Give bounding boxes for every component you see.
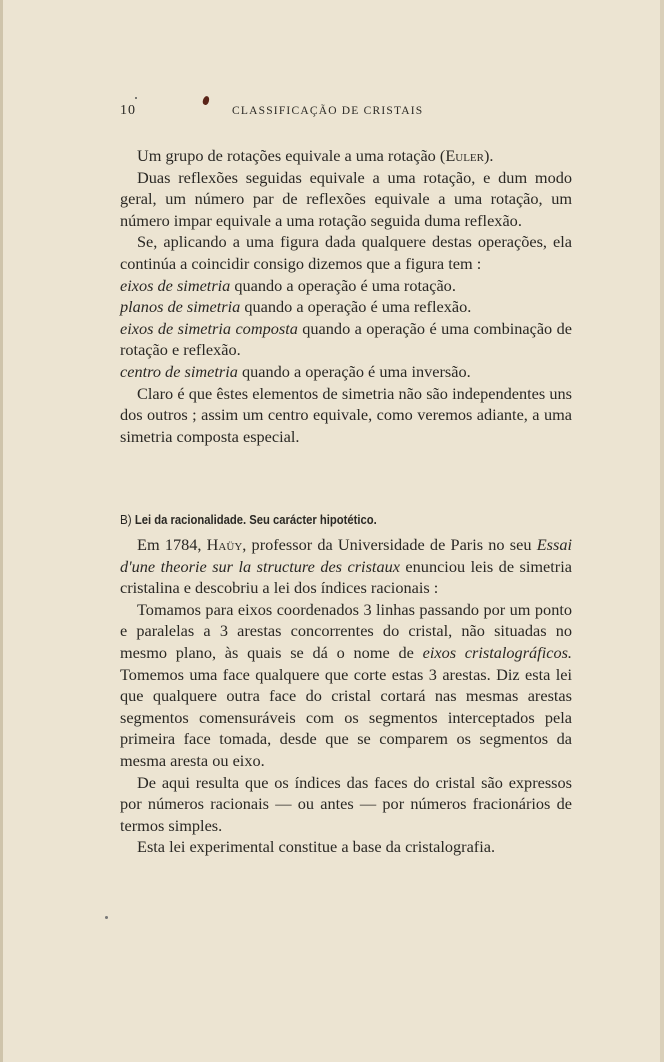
paragraph-reflections: Duas reflexões seguidas equivale a uma rotação, e dum modo geral, um número par de reflexões equivale a uma rotação, um número impar equivale a uma rotação seguida duma reflexão. — [120, 167, 572, 230]
term-composite-axes: eixos de simetria composta — [120, 318, 298, 338]
section-title: Lei da racionalidade. Seu carácter hipotético. — [134, 513, 377, 527]
term-crystallographic-axes: eixos cristalográficos. — [422, 642, 572, 662]
paragraph-hauy: Em 1784, Haüy, professor da Universidade de Paris no seu Essai d'une theorie sur la structure des cristaux enunciou leis de simetria cristalina e descobriu a lei dos índices racionais : — [120, 535, 572, 598]
definition-planes: planos de simetria quando a operação é uma reflexão. — [120, 297, 472, 317]
section-letter: B) — [120, 512, 132, 527]
section-heading — [120, 512, 377, 527]
definition-center: centro de simetria quando a operação é uma inversão. — [120, 361, 471, 381]
paragraph-conclusion: Esta lei experimental constitue a base da cristalografia. — [137, 837, 496, 857]
term-center: centro de simetria — [120, 361, 238, 381]
term-axes: eixos de simetria — [120, 275, 231, 295]
ink-speck — [135, 97, 137, 99]
text-block-symmetry — [120, 145, 572, 447]
paragraph-axes: Tomamos para eixos coordenados 3 linhas passando por um ponto e paralelas a 3 arestas concorrentes do cristal, não situadas no mesmo plano, às quais se dá o nome de eixos cristalográficos. Tomemos uma face qualquere que corte estas 3 arestas. Diz esta lei que qualquere outra face do cristal cortará nas mesmas arestas segmentos comensuráveis com os segmentos interceptados pela primeira face tomada, desde que se comparem os segmentos da mesma aresta ou eixo. — [120, 599, 572, 770]
paragraph-indices: De aqui resulta que os índices das faces do cristal são expressos por números racionais — ou antes — por números fracionários de termos simples. — [120, 772, 572, 835]
margin-speck — [105, 916, 108, 919]
definition-composite-axes: eixos de simetria composta quando a operação é uma combinação de rotação e reflexão. — [120, 318, 572, 360]
running-title: CLASSIFICAÇÃO DE CRISTAIS — [232, 105, 424, 117]
term-planes: planos de simetria — [120, 297, 241, 317]
book-title: Essai d'une theorie sur la structure des cristaux — [120, 535, 572, 576]
page-header — [120, 103, 572, 123]
paragraph-operations: Se, aplicando a uma figura dada qualquere destas operações, ela continúa a coincidir consigo dizemos que a figura tem : — [120, 232, 572, 273]
text-block-rationality — [120, 534, 572, 858]
author-hauy: Haüy — [206, 535, 243, 554]
definition-axes: eixos de simetria quando a operação é uma rotação. — [120, 275, 456, 295]
author-euler: Euler — [445, 146, 484, 165]
paragraph-euler: Um grupo de rotações equivale a uma rotação (Euler). — [137, 146, 494, 165]
paragraph-elements: Claro é que êstes elementos de simetria não são independentes uns dos outros ; assim um centro equivale, como veremos adiante, a uma simetria composta especial. — [120, 383, 572, 446]
page-number: 10 — [120, 103, 136, 118]
